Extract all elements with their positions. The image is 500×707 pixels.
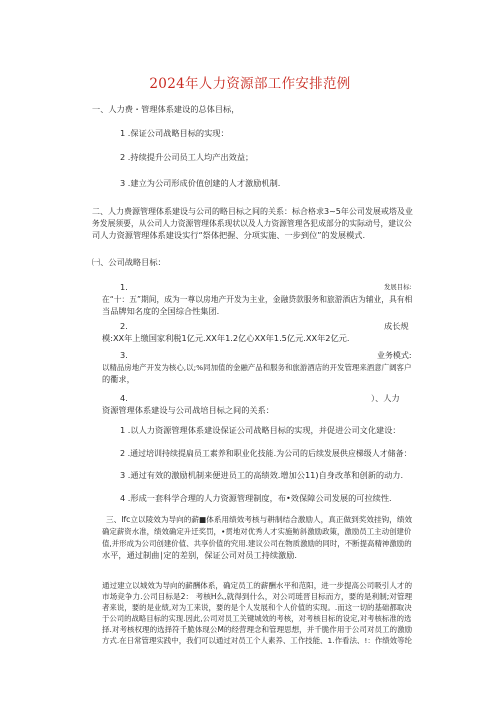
strategy-subheading: ㈠、公司战略目标： xyxy=(92,257,166,267)
section-2-para-line-2: 务发展须要，从公司人力资源管理体系现状以及人力资源管理各犯成部分的实际动号，建议公 xyxy=(92,219,412,228)
goal-2-label: 成长规 xyxy=(384,321,409,331)
section-4-para-line-3: 者来说，要的是业绩,对为工来说，要的是个人发展和个人价值的实现。.而这一切的基础都取决 xyxy=(102,603,412,612)
section-4-para-line-5: 择.对考核权理的选择符千脆体现公M的经营理念和管理思想，并千脆作用于公司对员工的激励 xyxy=(102,625,413,634)
goal-4-label: ）、人力 xyxy=(371,393,400,403)
section-1-item-3: 3 .建立为公司形成价值创建的人才激励机制. xyxy=(120,178,281,188)
goal-4-text: 资源管理体系建设与公司战培目标之间的关系： xyxy=(102,405,274,415)
relation-item-3: 3 .通过有效的激励机制来便进员工的高绩效.增加公11)自身改革和创新的动力. xyxy=(120,470,404,480)
document-title: 2024年人力资源部工作安排范例 xyxy=(149,76,351,92)
goal-1-number: 1. xyxy=(120,282,128,292)
goal-1-label: 发展目标: xyxy=(384,283,412,291)
section-4-para-line-6: 方式.在日常管理实践中，我们可以通过对员工个人素养、工作技能、1.作看法、!：作绩效等纶 xyxy=(102,636,412,645)
goal-4-number: 4. xyxy=(120,393,128,403)
section-1-heading: 一、人力费・管理体系建设的总体目标， xyxy=(92,104,240,114)
section-3-para-line-4: 水平，通过制曲∣定的差别，保证公司对员工持续激励. xyxy=(102,550,298,560)
section-4-para-line-1: 通过建立以城效为导向的薪酬体系，确定员工的薪酬水平和范阳，进一步提高公司吸引人才的 xyxy=(102,581,413,590)
section-2-para-line-3: 司人力资源管理体系建设实行“祭体把握、分项实施、一步到位”的发展模式. xyxy=(92,230,366,240)
relation-item-1: 1 .以人力资源管理体系建设保证公司战略目标的实现，并促进公司文化建设： xyxy=(120,425,401,435)
section-4-para-line-2: 市场竞争力.公司目标是2： 考核H么,就得到什么，对公司琏晋目标而方，要的是利制;对管理 xyxy=(102,592,413,601)
goal-1-text: 在“十：五”期间，成为一尊以房地产开发为主业，金融贷款服务和旅游酒店为辅业，具有相 xyxy=(102,295,413,304)
relation-item-4: 4 .形成一套科学合理的人力资源管理制度，布•效保障公司发展的可拉续性. xyxy=(120,493,392,503)
goal-3-label: 业务模式: xyxy=(377,351,412,360)
section-3-para-line-2: 确定薪资水准，绩效确定升迁奖罚，•贯地对优秀人才实施鲂斜激励政策，激励员工主动创建价 xyxy=(102,527,412,536)
section-2-para-line-1: 二、人力费源管理体系建设与公司的略目标之间的关系：标合格求3~5年公司发展戒塔及业 xyxy=(92,207,413,216)
goal-2-text: 模:XX年上缴国家利税1亿元.XX年1.2亿心XX年1.5亿元.XX年2亿元. xyxy=(102,333,350,343)
section-4-para-line-4: 于公司的战略目标的实现.因此,公司对员工关键城效的考核，对考核目标的设定,对考核标准的选 xyxy=(102,614,412,623)
section-3-para-line-3: 值,并形成为公司创建价值、共享价值的究用.建议公司在物质激励的同时，不断提高精神激励的 xyxy=(102,539,412,548)
section-1-item-1: 1 .保证公司战略目标的实现： xyxy=(120,128,229,138)
goal-3-text: 以精品房地产开发为核心,以;%同加值的金融产品和服务和旅游酒店的开发管理来酒意广阔客户 xyxy=(102,363,412,372)
goal-3-number: 3. xyxy=(120,350,128,360)
goal-1-text-cont: 当品牌知名度的全国综合性集团. xyxy=(102,306,220,316)
goal-3-text-cont: 的衢求， xyxy=(102,374,135,384)
section-3-para-line-1: 三、Ifc立以陵效为导向的薪■体系用绩效考核与耕制结合激励人，真正做到奖效挂钩，绩效 xyxy=(106,515,413,524)
relation-item-2: 2 .通过培训持续提扁员工素养和职业化技能.为公司的后续发展供应梯级人才储备： xyxy=(120,449,412,458)
goal-2-number: 2. xyxy=(120,321,128,331)
section-1-item-2: 2 .持续提升公司员工人均产出效益； xyxy=(120,152,254,162)
